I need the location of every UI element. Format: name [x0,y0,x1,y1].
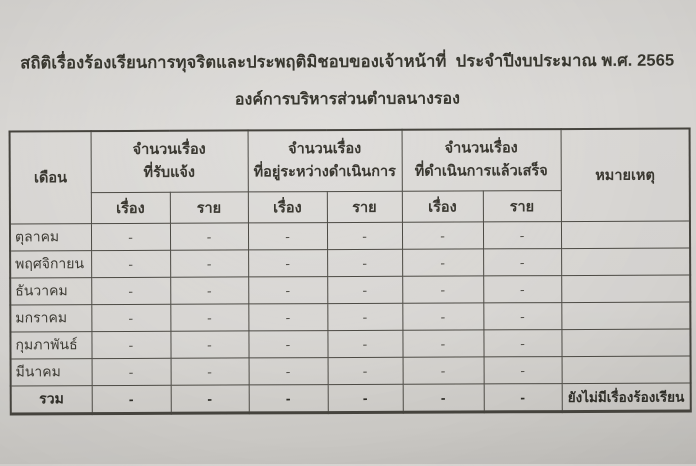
month-cell: มกราคม [10,305,91,332]
value-cell: - [483,276,561,303]
col-header-received [91,130,248,192]
value-cell: - [170,223,248,250]
value-cell: - [402,330,483,357]
col-header-completed-line1: จำนวนเรื่อง [444,140,518,157]
value-cell: - [402,249,483,276]
value-cell: - [91,250,170,277]
value-cell: - [248,331,327,358]
value-cell: - [402,303,483,330]
table-row-january [10,302,690,332]
subcol-case-3: ราย [483,191,561,222]
col-header-received-line2: ที่รับแจ้ง [143,164,196,181]
complaint-statistics-table [9,128,692,416]
value-cell: - [171,358,249,385]
value-cell: - [91,223,170,250]
month-cell: มีนาคม [11,359,92,386]
value-cell: - [91,277,170,304]
value-cell: - [249,358,328,385]
total-value-cell: - [171,385,249,413]
value-cell: - [170,304,248,331]
col-header-received-line1: จำนวนเรื่อง [132,141,206,158]
value-cell: - [92,358,171,385]
subcol-matter-1: เรื่อง [91,192,170,223]
value-cell: - [403,357,484,384]
table-row-total [11,383,691,414]
remark-cell [561,329,690,357]
value-cell: - [402,276,483,303]
remark-cell [561,275,690,303]
table-header-row-groups [10,129,690,193]
remark-cell [561,248,690,276]
value-cell: - [327,303,402,330]
subcol-case-1: ราย [170,192,248,223]
col-header-completed [402,129,561,191]
month-cell: กุมภาพันธ์ [10,332,91,359]
col-header-completed-line2: ที่ดำเนินการแล้วเสร็จ [414,163,548,180]
value-cell: - [327,330,402,357]
total-value-cell: - [484,384,562,412]
table-row-march [11,356,691,386]
col-header-in-progress-line1: จำนวนเรื่อง [288,140,362,158]
value-cell: - [483,249,561,276]
value-cell: - [248,304,327,331]
value-cell: - [327,222,402,249]
col-header-remark: หมายเหตุ [561,129,690,222]
total-value-cell: - [92,385,171,413]
total-remark-cell: ยังไม่มีเรื่องร้องเรียน [562,383,691,412]
col-header-month: เดือน [10,131,91,224]
value-cell: - [483,222,561,249]
value-cell: - [170,331,248,358]
value-cell: - [170,277,248,304]
total-label-cell: รวม [11,386,92,414]
value-cell: - [328,357,403,384]
value-cell: - [248,250,327,277]
document-title: สถิติเรื่องร้องเรียนการทุจริตและประพฤติมิชอบของเจ้าหน้าที่ ประจำปีงบประมาณ พ.ศ. 2565 [20,51,675,73]
subcol-matter-2: เรื่อง [248,192,327,223]
remark-cell [561,302,690,330]
remark-cell [562,356,691,384]
month-cell: ตุลาคม [10,224,91,251]
month-cell: ธันวาคม [10,278,91,305]
value-cell: - [91,331,170,358]
total-value-cell: - [249,385,328,413]
value-cell: - [170,250,248,277]
value-cell: - [248,223,327,250]
col-header-in-progress [248,130,402,192]
value-cell: - [484,357,562,384]
table-row-october [10,221,690,251]
month-cell: พฤศจิกายน [10,251,91,278]
value-cell: - [248,277,327,304]
value-cell: - [327,249,402,276]
subcol-case-2: ราย [327,191,402,222]
value-cell: - [483,330,561,357]
value-cell: - [91,304,170,331]
remark-cell [561,221,690,249]
table-row-november [10,248,690,278]
value-cell: - [327,276,402,303]
table-row-december [10,275,690,305]
document-subtitle: องค์การบริหารส่วนตำบลนางรอง [234,90,460,109]
table-row-february [10,329,690,359]
subcol-matter-3: เรื่อง [402,191,483,222]
total-value-cell: - [403,384,484,412]
value-cell: - [483,303,561,330]
total-value-cell: - [328,384,403,412]
value-cell: - [402,222,483,249]
col-header-in-progress-line2: ที่อยู่ระหว่างดำเนินการ [253,163,396,181]
